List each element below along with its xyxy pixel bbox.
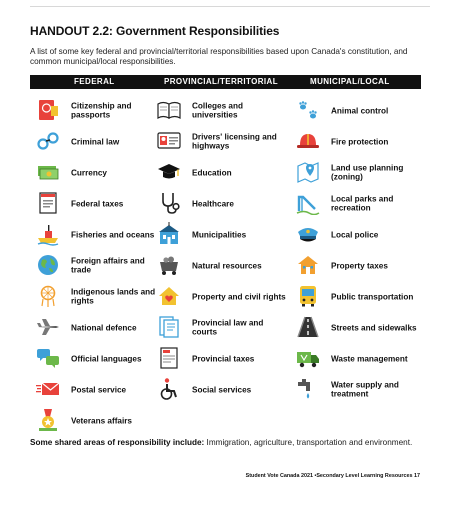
- municipal-item: [296, 281, 426, 312]
- water-tap-icon: [296, 377, 320, 401]
- municipal-item-label: Fire protection: [331, 136, 389, 146]
- map-pin-icon: [296, 160, 320, 184]
- provincial-item: [157, 188, 287, 219]
- federal-item: [36, 374, 166, 405]
- money-icon: [36, 160, 60, 184]
- federal-item: [36, 126, 166, 157]
- road-icon: [296, 315, 320, 339]
- provincial-item-label: Property and civil rights: [192, 291, 286, 301]
- drivers-license-icon: [157, 129, 181, 153]
- provincial-item: [157, 126, 287, 157]
- federal-item: [36, 157, 166, 188]
- federal-item-label: Indigenous lands and rights: [71, 287, 156, 306]
- municipal-item-label: Waste management: [331, 353, 408, 363]
- passport-icon: [36, 98, 60, 122]
- handcuffs-icon: [36, 129, 60, 153]
- municipal-item-label: Public transportation: [331, 291, 414, 301]
- house-heart-icon: [157, 284, 181, 308]
- provincial-item-label: Education: [192, 167, 232, 177]
- fighter-jet-icon: [36, 315, 60, 339]
- municipal-item-label: Streets and sidewalks: [331, 322, 417, 332]
- provincial-item-label: Social services: [192, 384, 252, 394]
- recycling-truck-icon: [296, 346, 320, 370]
- graduation-cap-icon: [157, 160, 181, 184]
- federal-item: [36, 250, 166, 281]
- federal-item: [36, 219, 166, 250]
- open-book-icon: [157, 98, 181, 122]
- municipal-item: [296, 250, 426, 281]
- provincial-item-label: Municipalities: [192, 229, 247, 239]
- provincial-item: [157, 95, 287, 126]
- federal-item-label: Federal taxes: [71, 198, 124, 208]
- municipal-item-label: Local police: [331, 229, 379, 239]
- paw-prints-icon: [296, 98, 320, 122]
- municipal-item: [296, 157, 426, 188]
- provincial-item: [157, 343, 287, 374]
- federal-item-label: Official languages: [71, 353, 142, 363]
- bus-icon: [296, 284, 320, 308]
- municipal-item: [296, 312, 426, 343]
- provincial-item-label: Natural resources: [192, 260, 262, 270]
- slide-icon: [296, 191, 320, 215]
- house-icon: [296, 253, 320, 277]
- provincial-item: [157, 250, 287, 281]
- federal-item-label: Criminal law: [71, 136, 120, 146]
- federal-item-label: Citizenship and passports: [71, 101, 132, 120]
- federal-item: [36, 405, 166, 436]
- shared-lead: Some shared areas of responsibility include:: [30, 438, 205, 447]
- dreamcatcher-icon: [36, 284, 60, 308]
- city-hall-icon: [157, 222, 181, 246]
- stethoscope-icon: [157, 191, 181, 215]
- header-federal: FEDERAL: [74, 77, 115, 86]
- municipal-item: [296, 95, 426, 126]
- law-document-icon: [157, 315, 181, 339]
- globe-icon: [36, 253, 60, 277]
- tax-form-icon: [36, 191, 60, 215]
- municipal-item-label: Local parks and recreation: [331, 194, 394, 213]
- intro-text: A list of some key federal and provincial/territorial responsibilities based upon Canada's constitution, and common municipal/local responsibilities.: [30, 47, 408, 66]
- municipal-item: [296, 343, 426, 374]
- federal-item-label: Currency: [71, 167, 107, 177]
- provincial-item-label: Healthcare: [192, 198, 234, 208]
- federal-item: [36, 312, 166, 343]
- federal-item: [36, 343, 166, 374]
- provincial-item: [157, 312, 287, 343]
- federal-item: [36, 281, 166, 312]
- speech-bubbles-icon: [36, 346, 60, 370]
- header-provincial: PROVINCIAL/TERRITORIAL: [164, 77, 278, 86]
- provincial-item-label: Provincial taxes: [192, 353, 255, 363]
- provincial-item: [157, 374, 287, 405]
- federal-item-label: Fisheries and oceans: [71, 229, 155, 239]
- provincial-item: [157, 219, 287, 250]
- provincial-column: [157, 95, 287, 405]
- fire-helmet-icon: [296, 129, 320, 153]
- provincial-item: [157, 157, 287, 188]
- shared-text: Immigration, agriculture, transportation and environment.: [204, 438, 413, 447]
- municipal-item: [296, 219, 426, 250]
- municipal-item-label: Water supply and treatment: [331, 380, 399, 399]
- mine-cart-icon: [157, 253, 181, 277]
- municipal-item-label: Property taxes: [331, 260, 388, 270]
- municipal-item: [296, 374, 426, 405]
- federal-item-label: Veterans affairs: [71, 415, 132, 425]
- page-title: HANDOUT 2.2: Government Responsibilities: [30, 24, 280, 38]
- header-municipal: MUNICIPAL/LOCAL: [310, 77, 390, 86]
- column-header-bar: [30, 75, 421, 89]
- mail-envelope-icon: [36, 377, 60, 401]
- provincial-item-label: Provincial law and courts: [192, 318, 264, 337]
- provincial-item: [157, 281, 287, 312]
- fishing-boat-icon: [36, 222, 60, 246]
- municipal-item: [296, 126, 426, 157]
- provincial-item-label: Colleges and universities: [192, 101, 243, 120]
- page-footer: Student Vote Canada 2021 •Secondary Level Learning Resources 17: [245, 473, 420, 479]
- federal-item: [36, 188, 166, 219]
- municipal-item-label: Land use planning (zoning): [331, 163, 404, 182]
- veteran-medal-icon: [36, 408, 60, 432]
- provincial-item-label: Drivers' licensing and highways: [192, 132, 277, 151]
- police-hat-icon: [296, 222, 320, 246]
- federal-column: [36, 95, 166, 436]
- federal-item-label: National defence: [71, 322, 137, 332]
- municipal-item-label: Animal control: [331, 105, 389, 115]
- federal-item: [36, 95, 166, 126]
- wheelchair-icon: [157, 377, 181, 401]
- federal-item-label: Postal service: [71, 384, 127, 394]
- federal-item-label: Foreign affairs and trade: [71, 256, 145, 275]
- tax-document-icon: [157, 346, 181, 370]
- shared-responsibilities: [30, 438, 420, 448]
- municipal-item: [296, 188, 426, 219]
- top-rule: [30, 6, 430, 7]
- municipal-column: [296, 95, 426, 405]
